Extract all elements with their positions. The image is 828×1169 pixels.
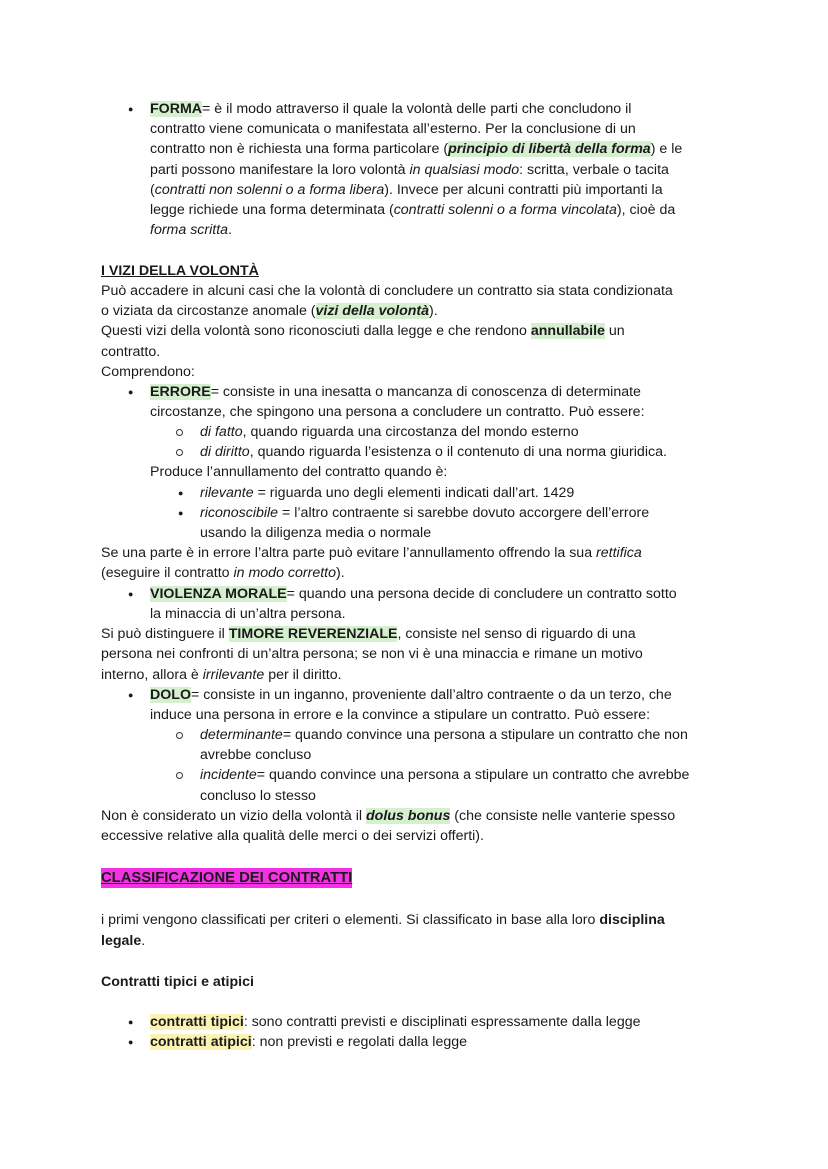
errore-term: ERRORE	[150, 384, 211, 400]
dolo-determinante-cont: avrebbe concluso	[200, 747, 312, 763]
bullet: ●	[178, 488, 184, 498]
forma-line-4: parti possono manifestare la loro volontà in qualsiasi modo: scritta, verbale o tacita	[150, 162, 669, 178]
forma-line-7: forma scritta.	[150, 222, 232, 238]
bullet: ●	[128, 1017, 134, 1027]
atipici-highlight: contratti atipici	[150, 1034, 252, 1050]
contratti-atipici-item: contratti atipici: non previsti e regolati dalla legge	[150, 1034, 468, 1050]
dolo-incidente: incidente= quando convince una persona a stipulare un contratto che avrebbe	[200, 767, 690, 783]
circle-bullet	[176, 772, 183, 779]
errore-line-2: circostanze, che spingono una persona a concludere un contratto. Può essere:	[150, 404, 645, 420]
dolo-determinante: determinante= quando convince una persona a stipulare un contratto che non	[200, 727, 688, 743]
circle-bullet	[176, 732, 183, 739]
vizi-line-4: contratto.	[101, 344, 161, 360]
tipici-subheading: Contratti tipici e atipici	[101, 974, 254, 990]
errore-sub-1: di fatto, quando riguarda una circostanza del mondo esterno	[200, 424, 579, 440]
dolo-line-1: DOLO= consiste in un inganno, proveniente dall’altro contraente o da un terzo, che	[150, 687, 672, 703]
bullet: ●	[128, 589, 134, 599]
forma-line-5: (contratti non solenni o a forma libera). Invece per alcuni contratti più importanti la	[150, 182, 663, 198]
forma-line-6: legge richiede una forma determinata (contratti solenni o a forma vincolata), cioè da	[150, 202, 676, 218]
bullet: ●	[128, 104, 134, 114]
rettifica-line-2: (eseguire il contratto in modo corretto).	[101, 565, 345, 581]
errore-line-1: ERRORE= consiste in una inesatta o mancanza di conoscenza di determinate	[150, 384, 641, 400]
violenza-line-2: la minaccia di un’altra persona.	[150, 606, 346, 622]
tipici-highlight: contratti tipici	[150, 1014, 244, 1030]
dolus-line-1: Non è considerato un vizio della volontà il dolus bonus (che consiste nelle vanterie spesso	[101, 808, 676, 824]
vizi-line-3: Questi vizi della volontà sono riconosciuti dalla legge e che rendono annullabile un	[101, 323, 625, 339]
vizi-line-2: o viziata da circostanze anomale (vizi della volontà).	[101, 303, 438, 319]
contratti-tipici-item: contratti tipici: sono contratti previsti e disciplinati espressamente dalla legge	[150, 1014, 641, 1030]
timore-highlight: TIMORE REVERENZIALE	[228, 626, 398, 642]
errore-produce: Produce l’annullamento del contratto quando è:	[150, 464, 448, 480]
classificazione-line-2: legale.	[101, 933, 146, 949]
bullet: ●	[128, 1037, 134, 1047]
vizi-line-1: Può accadere in alcuni casi che la volontà di concludere un contratto sia stata condizionata	[101, 283, 673, 299]
classificazione-heading: CLASSIFICAZIONE DEI CONTRATTI	[101, 868, 352, 888]
dolo-term: DOLO	[150, 687, 191, 703]
circle-bullet	[176, 429, 183, 436]
vizi-highlight: vizi della volontà	[315, 303, 430, 319]
errore-sub-2: di diritto, quando riguarda l’esistenza o il contenuto di una norma giuridica.	[200, 444, 667, 460]
forma-line-1: FORMA= è il modo attraverso il quale la volontà delle parti che concludono il	[150, 101, 632, 117]
timore-line-2: persona nei confronti di un’altra persona; se non vi è una minaccia e rimane un motivo	[101, 646, 643, 662]
vizi-heading: I VIZI DELLA VOLONTÀ	[101, 263, 259, 279]
classificazione-line-1: i primi vengono classificati per criteri o elementi. Si classificato in base alla loro disciplina	[101, 912, 665, 928]
bullet: ●	[178, 508, 184, 518]
errore-riconoscibile-cont: usando la diligenza media o normale	[200, 525, 432, 541]
forma-line-3: contratto non è richiesta una forma particolare (principio di libertà della forma) e le	[150, 141, 683, 157]
errore-riconoscibile: riconoscibile = l’altro contraente si sarebbe dovuto accorgere dell’errore	[200, 505, 650, 521]
violenza-term: VIOLENZA MORALE	[150, 586, 287, 602]
annullabile-highlight: annullabile	[530, 323, 605, 339]
dolo-line-2: induce una persona in errore e la convince a stipulare un contratto. Può essere:	[150, 707, 651, 723]
dolus-highlight: dolus bonus	[366, 808, 451, 824]
violenza-line-1: VIOLENZA MORALE= quando una persona decide di concludere un contratto sotto	[150, 586, 677, 602]
timore-line-3: interno, allora è irrilevante per il diritto.	[101, 667, 342, 683]
rettifica-line-1: Se una parte è in errore l’altra parte può evitare l’annullamento offrendo la sua rettifica	[101, 545, 642, 561]
circle-bullet	[176, 449, 183, 456]
bullet: ●	[128, 387, 134, 397]
dolus-line-2: eccessive relative alla qualità delle merci o dei servizi offerti).	[101, 828, 484, 844]
dolo-incidente-cont: concluso lo stesso	[200, 788, 316, 804]
forma-term: FORMA	[150, 101, 203, 117]
bullet: ●	[128, 690, 134, 700]
errore-rilevante: rilevante = riguarda uno degli elementi indicati dall’art. 1429	[200, 485, 575, 501]
forma-line-2: contratto viene comunicata o manifestata all’esterno. Per la conclusione di un	[150, 121, 636, 137]
timore-line-1: Si può distinguere il TIMORE REVERENZIALE, consiste nel senso di riguardo di una	[101, 626, 636, 642]
vizi-line-5: Comprendono:	[101, 364, 195, 380]
principio-highlight: principio di libertà della forma	[448, 141, 651, 157]
